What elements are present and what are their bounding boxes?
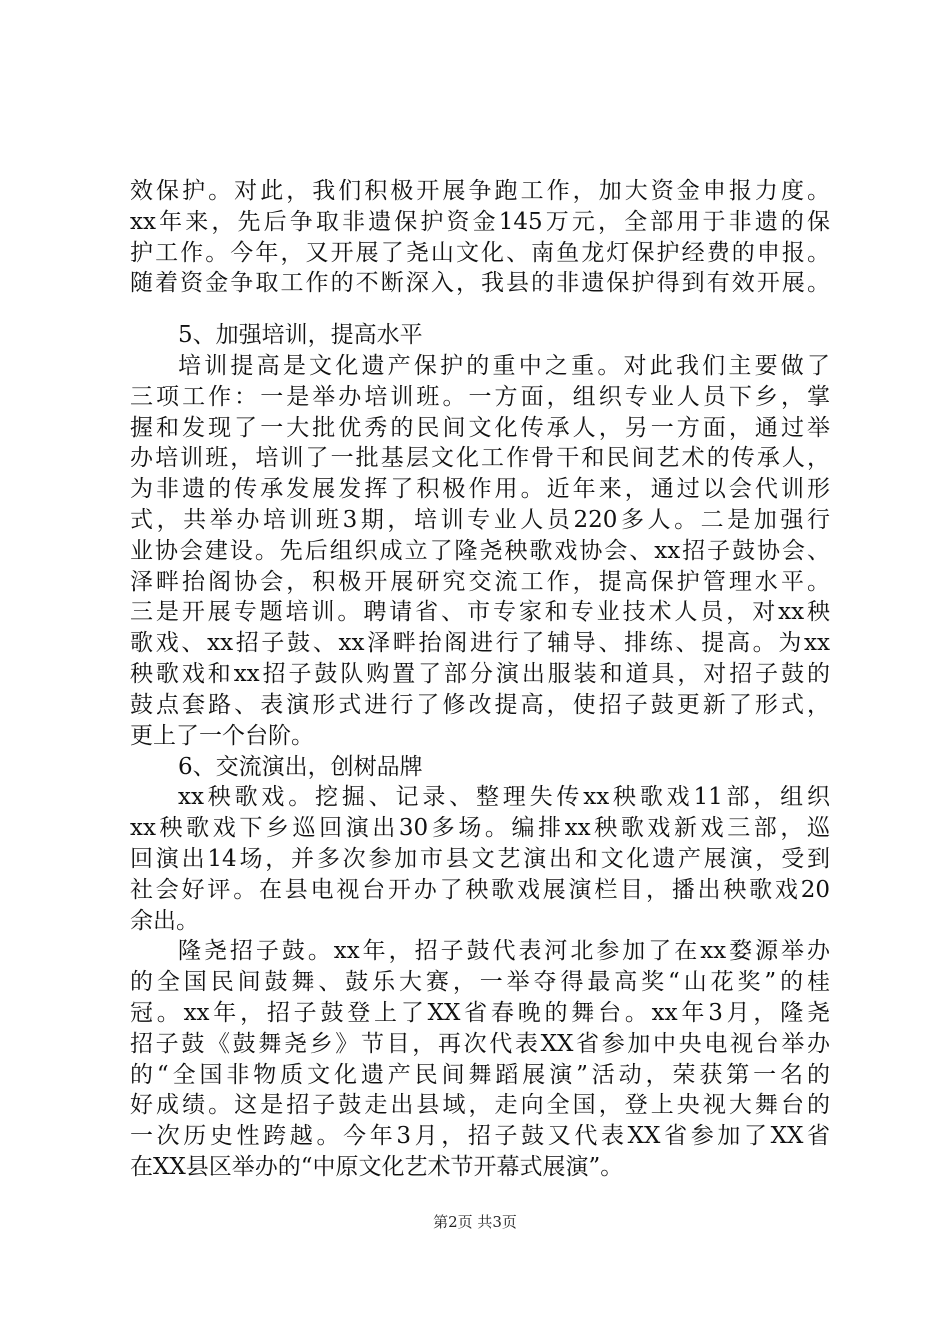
paragraph-line: 为非遗的传承发展发挥了积极作用。近年来，通过以会代训形 [130,476,830,502]
paragraph-line: 随着资金争取工作的不断深入，我县的非遗保护得到有效开展。 [130,270,830,296]
paragraph-line: 的“全国非物质文化遗产民间舞蹈展演”活动，荣获第一名的 [130,1062,830,1088]
paragraph-line: 一次历史性跨越。今年3月，招子鼓又代表XX省参加了XX省 [130,1123,830,1149]
paragraph-line: 好成绩。这是招子鼓走出县域，走向全国，登上央视大舞台的 [130,1092,830,1118]
paragraph-line: 护工作。今年，又开展了尧山文化、南鱼龙灯保护经费的申报。 [130,240,830,266]
paragraph-line: 更上了一个台阶。 [130,723,314,749]
paragraph-line: 在XX县区举办的“中原文化艺术节开幕式展演”。 [130,1154,624,1180]
paragraph-line: 歌戏、xx招子鼓、xx泽畔抬阁进行了辅导、排练、提高。为xx [130,630,830,656]
paragraph-line: 秧歌戏和xx招子鼓队购置了部分演出服装和道具，对招子鼓的 [130,661,830,687]
section-heading: 6、交流演出，创树品牌 [178,754,423,780]
paragraph-line: 三是开展专题培训。聘请省、市专家和专业技术人员，对xx秧 [130,599,830,625]
paragraph-line: 业协会建设。先后组织成立了隆尧秧歌戏协会、xx招子鼓协会、 [130,538,830,564]
paragraph-line: xx年来，先后争取非遗保护资金145万元，全部用于非遗的保 [130,209,830,235]
paragraph-line: 的全国民间鼓舞、鼓乐大赛，一举夺得最高奖“山花奖”的桂 [130,969,830,995]
paragraph-line: xx秧歌戏下乡巡回演出30多场。编排xx秧歌戏新戏三部，巡 [130,815,830,841]
paragraph-line: 余出。 [130,908,199,934]
paragraph-line: 泽畔抬阁协会，积极开展研究交流工作，提高保护管理水平。 [130,569,830,595]
paragraph-line: xx秧歌戏。挖掘、记录、整理失传xx秧歌戏11部，组织 [178,784,830,810]
paragraph-line: 招子鼓《鼓舞尧乡》节目，再次代表XX省参加中央电视台举办 [130,1031,830,1057]
paragraph-line: 回演出14场，并多次参加市县文艺演出和文化遗产展演，受到 [130,846,830,872]
paragraph-line: 握和发现了一大批优秀的民间文化传承人，另一方面，通过举 [130,415,830,441]
section-heading: 5、加强培训，提高水平 [178,322,423,348]
paragraph-line: 冠。xx年，招子鼓登上了XX省春晚的舞台。xx年3月，隆尧 [130,1000,830,1026]
paragraph-line: 办培训班，培训了一批基层文化工作骨干和民间艺术的传承人， [130,445,830,471]
paragraph-line: 隆尧招子鼓。xx年，招子鼓代表河北参加了在xx婺源举办 [178,938,830,964]
paragraph-line: 培训提高是文化遗产保护的重中之重。对此我们主要做了 [178,353,830,379]
paragraph-line: 三项工作：一是举办培训班。一方面，组织专业人员下乡，掌 [130,384,830,410]
paragraph-line: 式，共举办培训班3期，培训专业人员220多人。二是加强行 [130,507,830,533]
paragraph-line: 鼓点套路、表演形式进行了修改提高，使招子鼓更新了形式， [130,692,830,718]
paragraph-line: 社会好评。在县电视台开办了秧歌戏展演栏目，播出秧歌戏20 [130,877,830,903]
page-number-footer: 第2页 共3页 [433,1213,517,1231]
paragraph-line: 效保护。对此，我们积极开展争跑工作，加大资金申报力度。 [130,178,830,204]
